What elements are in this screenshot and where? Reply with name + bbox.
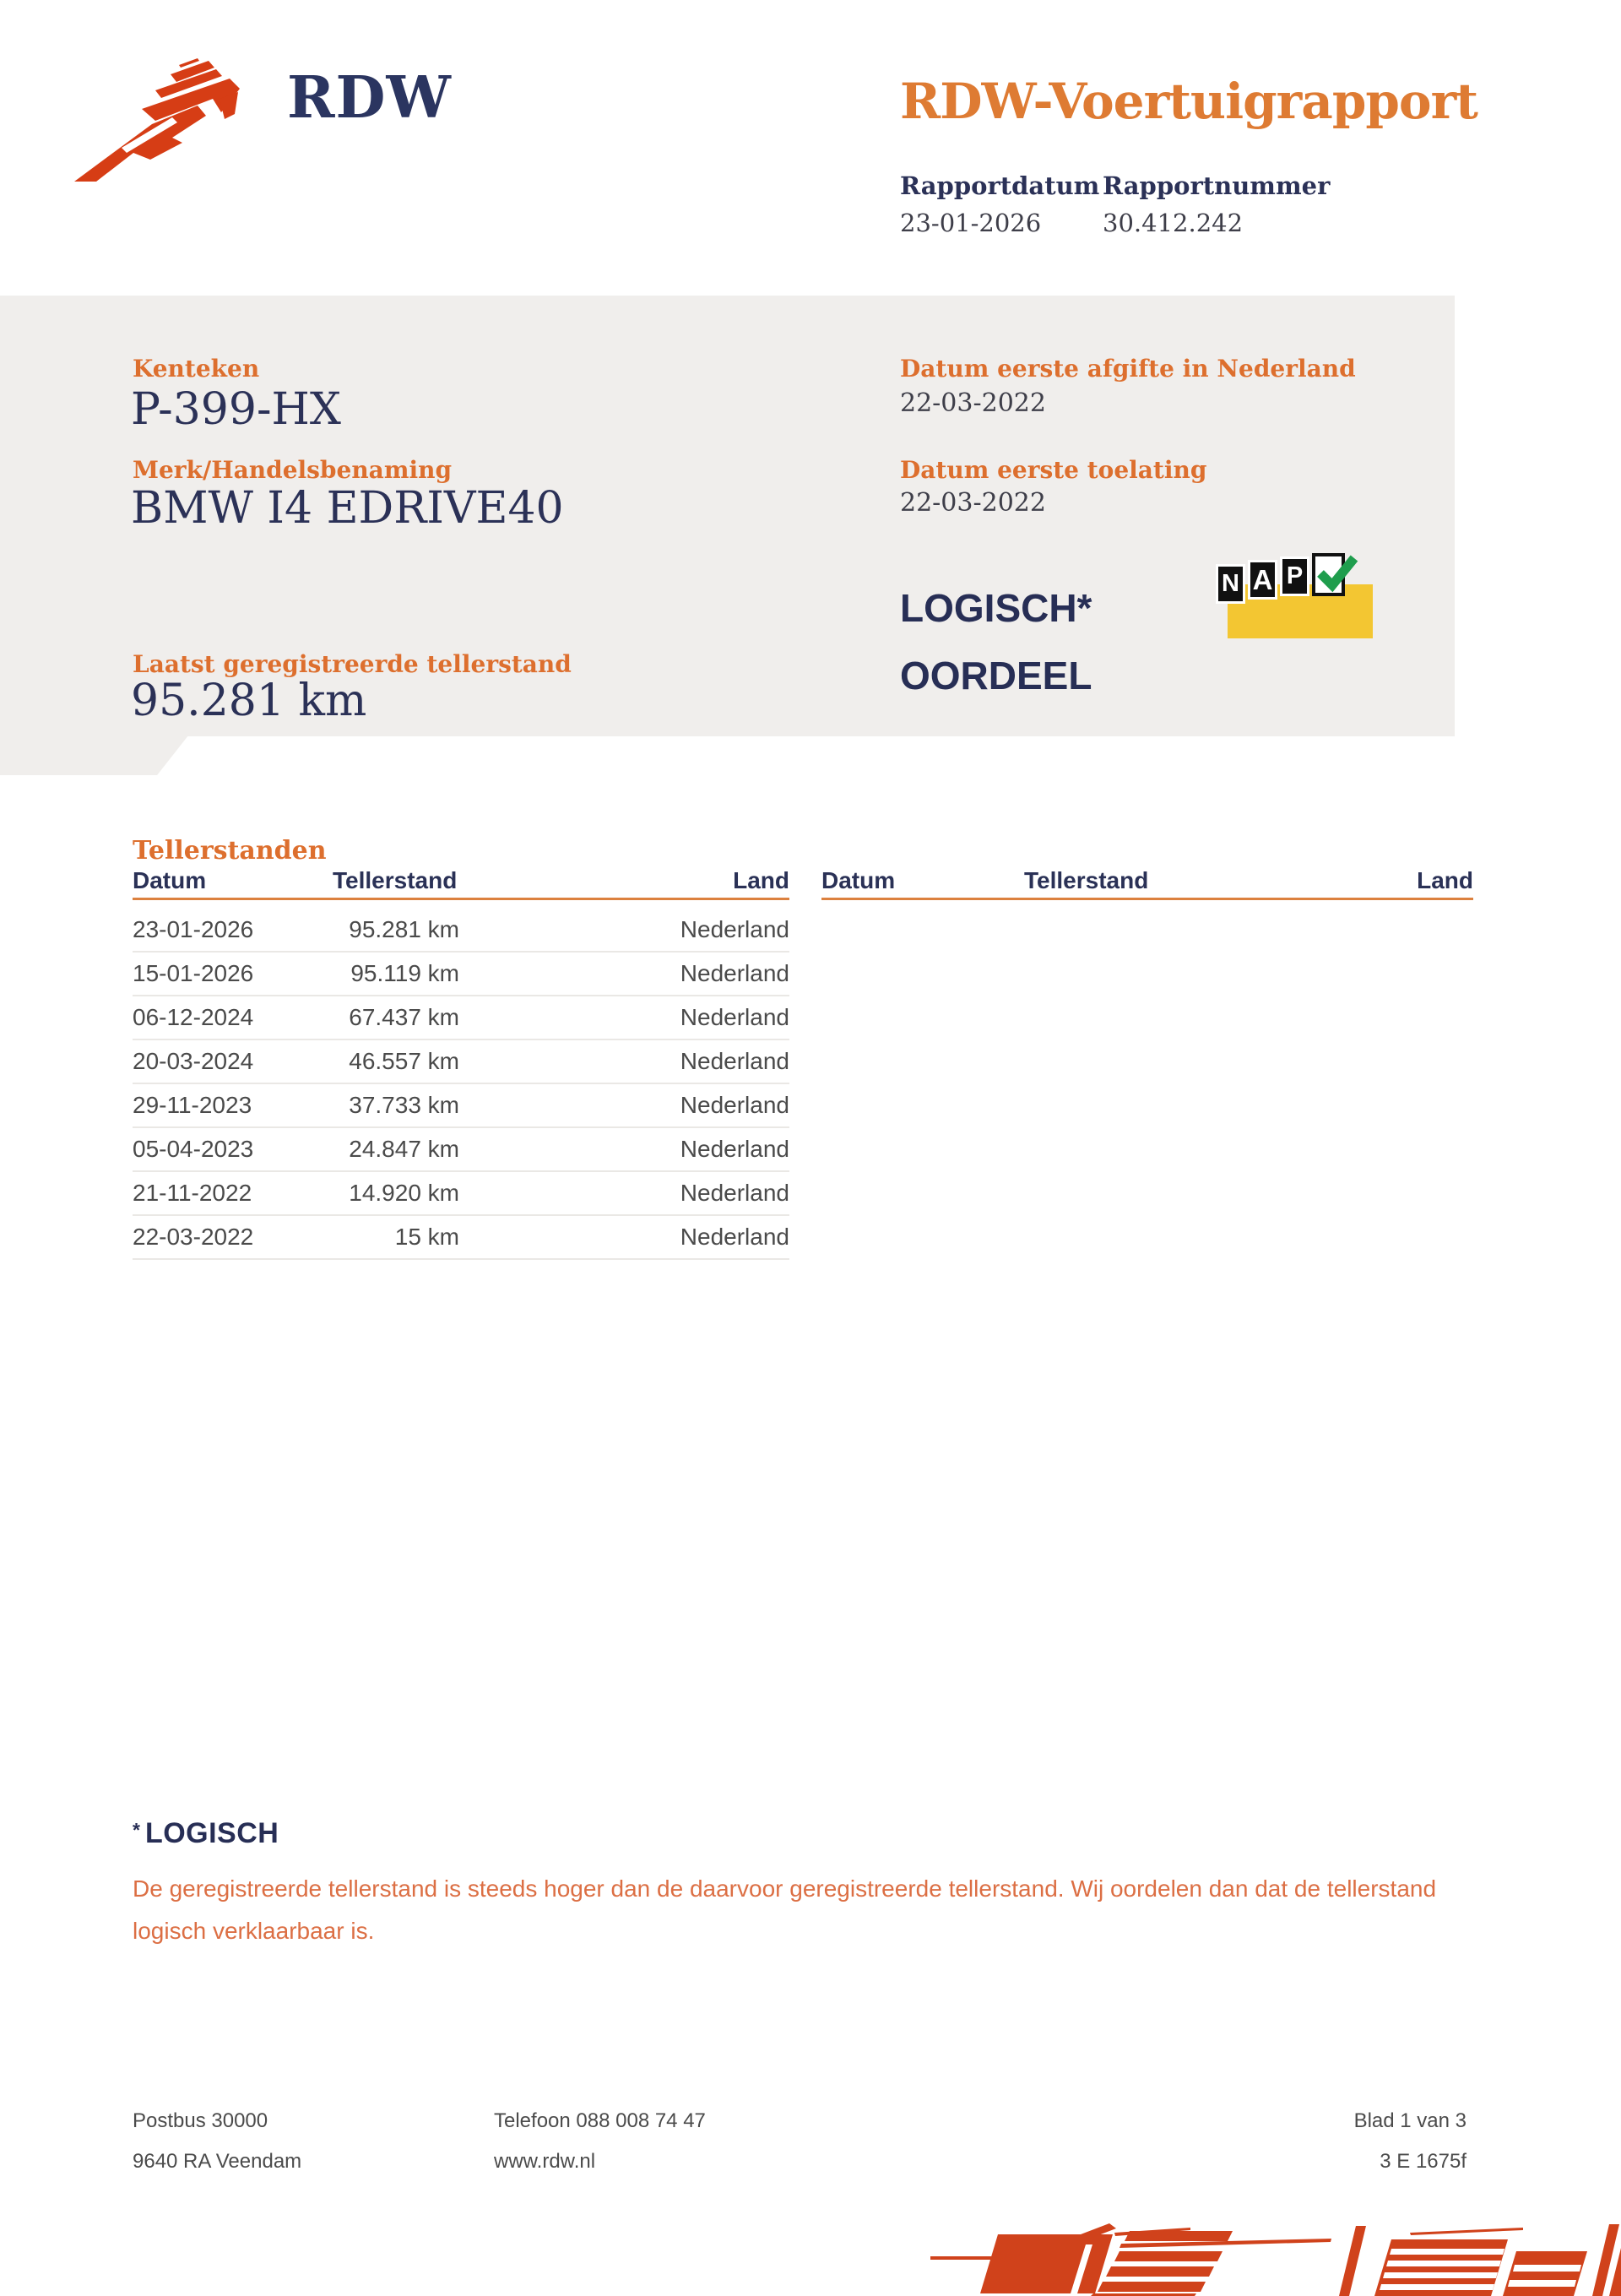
table-row [133, 1084, 789, 1128]
cell-land: Nederland [680, 916, 789, 942]
report-date-label: Rapportdatum [900, 171, 1100, 200]
kenteken-value: P-399-HX [131, 384, 341, 435]
column-header-tellerstand: Tellerstand [333, 867, 458, 893]
footnote-asterisk: * [133, 1819, 140, 1841]
laatste-tellerstand-value: 95.281 km [131, 676, 367, 726]
cell-land: Nederland [680, 1224, 789, 1250]
cell-datum: 05-04-2023 [133, 1136, 254, 1162]
table-header-row [133, 867, 789, 900]
cell-tellerstand: 24.847 km [349, 1136, 459, 1162]
footer-website: www.rdw.nl [494, 2150, 596, 2173]
table-row [133, 1128, 789, 1172]
merk-value: BMW I4 EDRIVE40 [131, 483, 564, 534]
footnote-body: De geregistreerde tellerstand is steeds hoger dan de daarvoor geregistreerde tellerstand. Wij oordelen dan dat de tellerstand logisch verklaarbaar is. [133, 1875, 1437, 1944]
nap-check-tile [1312, 553, 1345, 596]
report-number-value: 30.412.242 [1103, 209, 1244, 237]
cell-land: Nederland [680, 1136, 789, 1162]
cell-tellerstand: 95.119 km [350, 960, 459, 986]
footnote-title: LOGISCH [144, 1817, 279, 1849]
footnote-heading [133, 1817, 279, 1850]
nap-letter-n: N [1216, 564, 1245, 604]
table-row [133, 1172, 789, 1216]
page-title: RDW-Voertuigrapport [900, 73, 1477, 130]
table-row [133, 909, 789, 953]
eerste-afgifte-value: 22-03-2022 [900, 388, 1046, 418]
column-header-datum: Datum [133, 867, 207, 893]
table-row [133, 1216, 789, 1260]
eerste-afgifte-label: Datum eerste afgifte in Nederland [900, 355, 1356, 383]
cell-land: Nederland [680, 1092, 789, 1118]
nap-logo [1216, 551, 1401, 643]
nap-letter-a: A [1248, 560, 1277, 600]
cell-datum: 21-11-2022 [133, 1180, 252, 1206]
cell-land: Nederland [680, 1048, 789, 1074]
cell-datum: 22-03-2022 [133, 1224, 254, 1250]
column-header-datum: Datum [821, 867, 896, 893]
nap-check-icon [1312, 548, 1359, 595]
cell-datum: 29-11-2023 [133, 1092, 252, 1118]
column-header-tellerstand: Tellerstand [1024, 867, 1149, 893]
cell-tellerstand: 67.437 km [349, 1004, 459, 1030]
column-header-land: Land [733, 867, 789, 893]
eerste-toelating-value: 22-03-2022 [900, 488, 1046, 518]
merk-label: Merk/Handelsbenaming [133, 456, 453, 484]
cell-tellerstand: 46.557 km [349, 1048, 459, 1074]
column-header-land: Land [1417, 867, 1473, 893]
cell-tellerstand: 37.733 km [349, 1092, 459, 1118]
cell-datum: 20-03-2024 [133, 1048, 254, 1074]
footer-phone: Telefoon 088 008 74 47 [494, 2109, 706, 2132]
cell-tellerstand: 14.920 km [349, 1180, 459, 1206]
cell-datum: 23-01-2026 [133, 916, 254, 942]
eerste-toelating-label: Datum eerste toelating [900, 456, 1207, 484]
table-row [133, 996, 789, 1040]
report-number-label: Rapportnummer [1103, 171, 1331, 200]
footer-address-line2: 9640 RA Veendam [133, 2150, 302, 2173]
oordeel-verdict [900, 574, 1092, 709]
tellerstanden-title: Tellerstanden [133, 836, 327, 866]
page-footer [133, 2109, 1466, 2177]
tellerstanden-table-left [133, 867, 789, 1260]
kenteken-label: Kenteken [133, 355, 260, 383]
rdw-speedmark-graphic [912, 2221, 1621, 2296]
rdw-logo-text: RDW [287, 64, 452, 132]
cell-land: Nederland [680, 960, 789, 986]
report-date-value: 23-01-2026 [900, 209, 1042, 237]
rdw-feather-logo [71, 46, 269, 188]
cell-land: Nederland [680, 1180, 789, 1206]
cell-tellerstand: 95.281 km [349, 916, 459, 942]
cell-tellerstand: 15 km [394, 1224, 459, 1250]
footer-page-number: Blad 1 van 3 [1353, 2109, 1466, 2132]
table-body [133, 900, 789, 1260]
footer-address-line1: Postbus 30000 [133, 2109, 268, 2132]
tellerstanden-table-right [821, 867, 1473, 900]
oordeel-line1: LOGISCH* [900, 586, 1092, 630]
nap-letter-p: P [1280, 556, 1309, 596]
cell-land: Nederland [680, 1004, 789, 1030]
oordeel-line2: OORDEEL [900, 654, 1092, 697]
footer-document-code: 3 E 1675f [1380, 2150, 1466, 2173]
table-row [133, 1040, 789, 1084]
cell-datum: 15-01-2026 [133, 960, 254, 986]
table-header-row [821, 867, 1473, 900]
table-row [133, 953, 789, 996]
cell-datum: 06-12-2024 [133, 1004, 254, 1030]
laatste-tellerstand-label: Laatst geregistreerde tellerstand [133, 650, 572, 678]
